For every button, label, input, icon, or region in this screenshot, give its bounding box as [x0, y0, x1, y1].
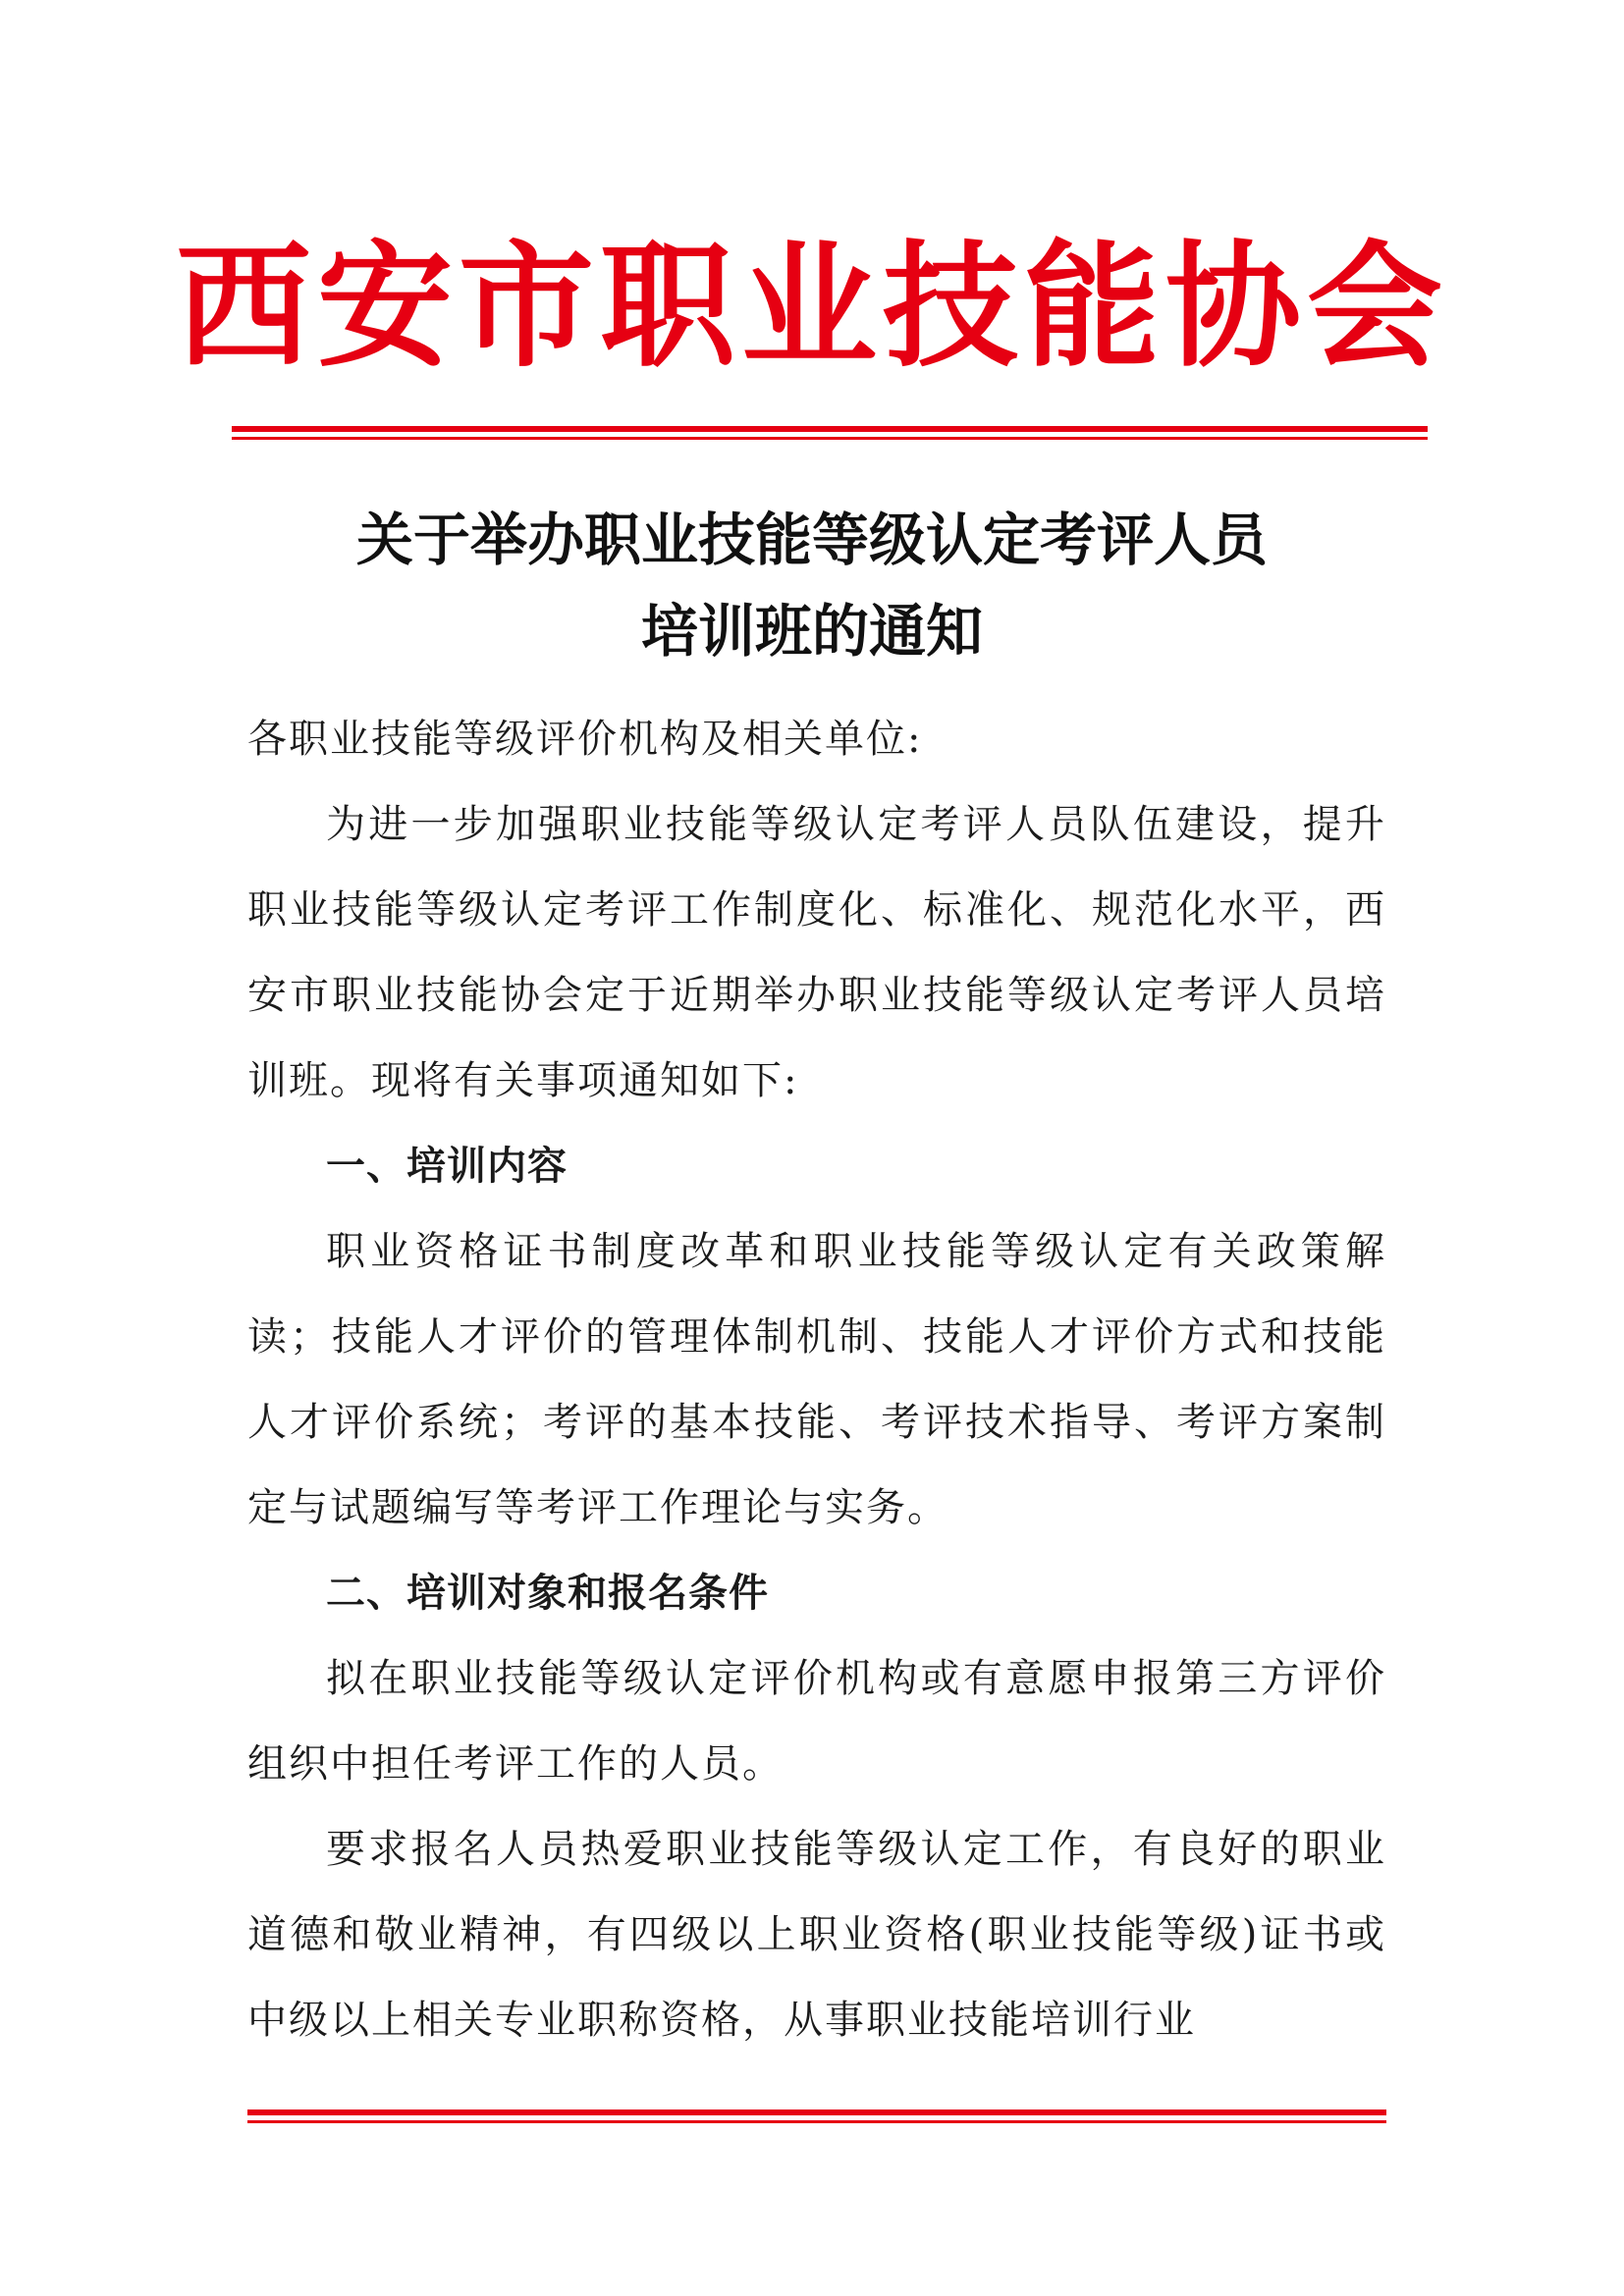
organization-masthead: 西安市职业技能协会: [175, 228, 1448, 386]
document-title-line-2: 培训班的通知: [640, 598, 983, 665]
section-2-paragraph-1: 拟在职业技能等级认定评价机构或有意愿申报第三方评价组织中担任考评工作的人员。: [247, 1656, 1386, 1787]
header-divider: [232, 426, 1428, 444]
document-body: [247, 697, 1386, 2063]
document-title-line-1: 关于举办职业技能等级认定考评人员: [355, 507, 1268, 573]
header-divider-thick-line: [232, 426, 1428, 432]
footer-divider-thick-line: [247, 2109, 1386, 2115]
footer-divider-thin-line: [247, 2120, 1386, 2123]
section-1-heading: 一、培训内容: [326, 1144, 568, 1189]
salutation: 各职业技能等级评价机构及相关单位:: [247, 717, 923, 762]
section-2-paragraph-2: 要求报名人员热爱职业技能等级认定工作，有良好的职业道德和敬业精神，有四级以上职业资格(职业技能等级)证书或中级以上相关专业职称资格，从事职业技能培训行业: [247, 1827, 1386, 2043]
header-divider-thin-line: [232, 437, 1428, 440]
footer-divider: [247, 2109, 1386, 2127]
section-1-paragraph: 职业资格证书制度改革和职业技能等级认定有关政策解读；技能人才评价的管理体制机制、技能人才评价方式和技能人才评价系统；考评的基本技能、考评技术指导、考评方案制定与试题编写等考评工作理论与实务。: [247, 1229, 1386, 1530]
section-2-heading: 二、培训对象和报名条件: [326, 1571, 769, 1616]
intro-paragraph: 为进一步加强职业技能等级认定考评人员队伍建设，提升职业技能等级认定考评工作制度化、标准化、规范化水平，西安市职业技能协会定于近期举办职业技能等级认定考评人员培训班。现将有关事项通知如下:: [247, 802, 1386, 1103]
